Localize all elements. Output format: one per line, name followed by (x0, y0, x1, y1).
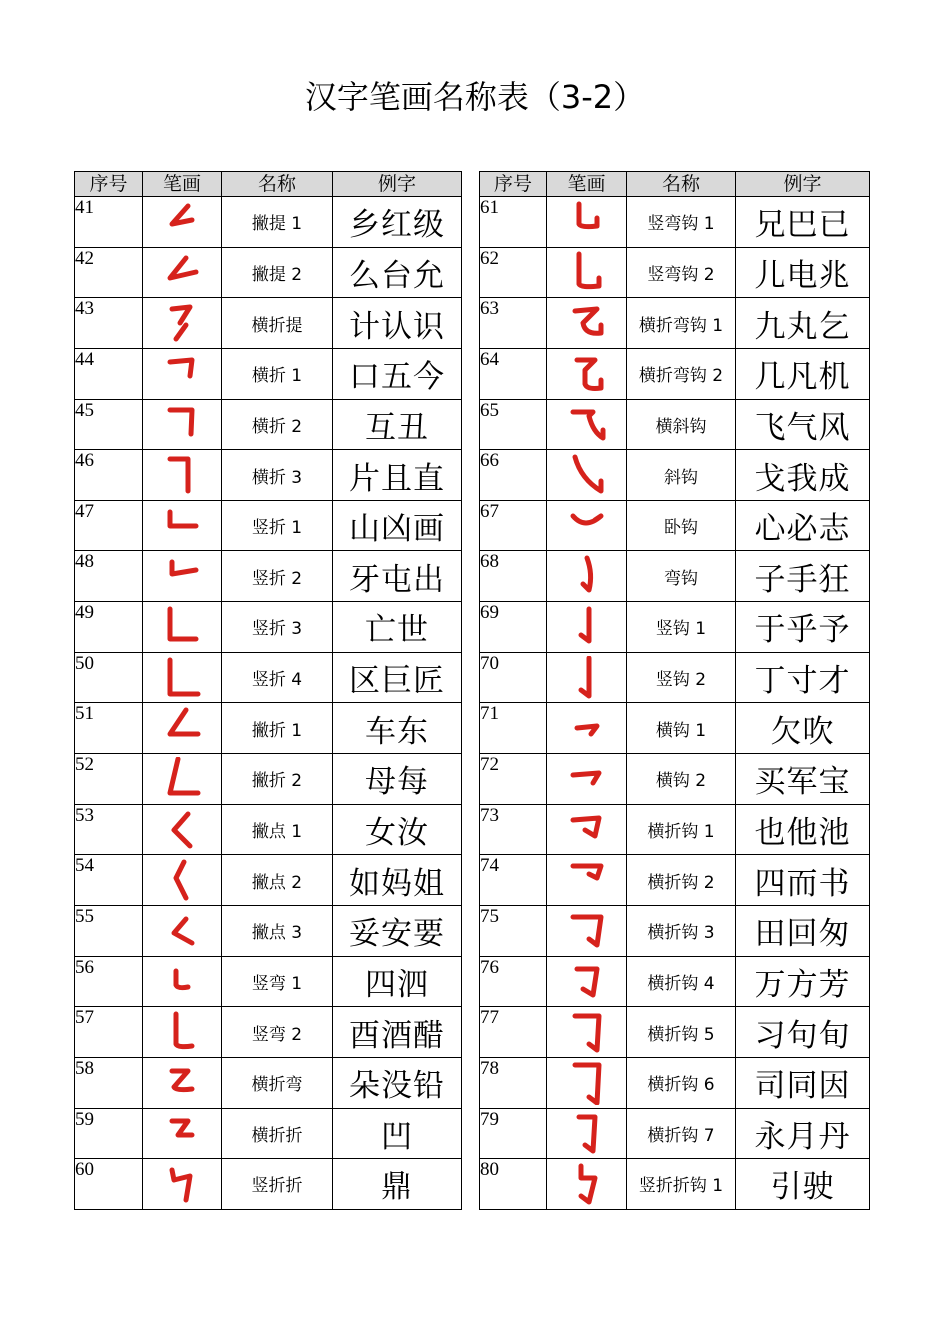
example-characters: 区巨匠 (333, 652, 462, 703)
stroke-heng-gou-short-icon (567, 706, 607, 750)
stroke-name: 撇提 2 (222, 247, 333, 298)
example-characters: 凹 (333, 1108, 462, 1159)
table-row (480, 450, 870, 501)
row-number: 68 (480, 551, 547, 602)
row-number: 58 (75, 1057, 143, 1108)
table-row (75, 602, 462, 653)
stroke-cell (547, 855, 627, 906)
table-header-row (480, 172, 870, 197)
example-characters: 四而书 (736, 855, 870, 906)
stroke-shu-gou-icon (567, 605, 607, 649)
table-row (480, 399, 870, 450)
stroke-wo-gou-icon (567, 504, 607, 548)
stroke-cell (547, 1007, 627, 1058)
row-number: 55 (75, 905, 143, 956)
table-row (480, 754, 870, 805)
example-characters: 司同因 (736, 1057, 870, 1108)
header-name: 名称 (627, 172, 736, 197)
stroke-shu-zhe-short2-icon (162, 554, 202, 598)
example-characters: 兄巴已 (736, 197, 870, 248)
stroke-name: 撇点 1 (222, 804, 333, 855)
stroke-name: 横折 3 (222, 450, 333, 501)
stroke-heng-xie-gou-icon (567, 402, 607, 446)
header-examples: 例字 (333, 172, 462, 197)
stroke-pie-dian-icon (162, 808, 202, 852)
row-number: 77 (480, 1007, 547, 1058)
stroke-name: 横折钩 1 (627, 804, 736, 855)
row-number: 56 (75, 956, 143, 1007)
stroke-pie-zhe-tall-icon (162, 757, 202, 801)
row-number: 69 (480, 602, 547, 653)
stroke-heng-zhe-long-icon (162, 453, 202, 497)
header-name: 名称 (222, 172, 333, 197)
stroke-cell (547, 450, 627, 501)
example-characters: 田回匆 (736, 905, 870, 956)
example-characters: 习句旬 (736, 1007, 870, 1058)
row-number: 80 (480, 1159, 547, 1210)
row-number: 64 (480, 348, 547, 399)
stroke-cell (547, 298, 627, 349)
stroke-name: 横折弯钩 2 (627, 348, 736, 399)
example-characters: 引驶 (736, 1159, 870, 1210)
stroke-name: 斜钩 (627, 450, 736, 501)
row-number: 44 (75, 348, 143, 399)
example-characters: 牙屯出 (333, 551, 462, 602)
row-number: 59 (75, 1108, 143, 1159)
table-row (75, 348, 462, 399)
stroke-cell (547, 652, 627, 703)
stroke-cell (143, 551, 222, 602)
stroke-cell (143, 298, 222, 349)
example-characters: 亡世 (333, 602, 462, 653)
stroke-cell (143, 754, 222, 805)
table-row (75, 500, 462, 551)
stroke-name: 竖折 1 (222, 500, 333, 551)
stroke-name: 横折钩 2 (627, 855, 736, 906)
stroke-heng-zhe-gou-slant-icon (567, 808, 607, 852)
row-number: 72 (480, 754, 547, 805)
table-row (480, 247, 870, 298)
stroke-cell (547, 399, 627, 450)
stroke-heng-zhe-gou-taller-icon (567, 1061, 607, 1105)
stroke-cell (143, 1159, 222, 1210)
example-characters: 妥安要 (333, 905, 462, 956)
stroke-name: 横斜钩 (627, 399, 736, 450)
table-row (480, 703, 870, 754)
stroke-wan-gou-icon (567, 554, 607, 598)
example-characters: 丁寸才 (736, 652, 870, 703)
stroke-cell (143, 905, 222, 956)
example-characters: 永月丹 (736, 1108, 870, 1159)
table-row (480, 1159, 870, 1210)
row-number: 48 (75, 551, 143, 602)
example-characters: 计认识 (333, 298, 462, 349)
stroke-name: 撇点 3 (222, 905, 333, 956)
stroke-cell (547, 1108, 627, 1159)
stroke-name: 撇提 1 (222, 197, 333, 248)
example-characters: 子手狂 (736, 551, 870, 602)
example-characters: 口五今 (333, 348, 462, 399)
table-row (75, 298, 462, 349)
stroke-name: 撇折 1 (222, 703, 333, 754)
stroke-shu-zhe-zhe-gou-icon (567, 1162, 607, 1206)
stroke-name: 横折钩 3 (627, 905, 736, 956)
row-number: 71 (480, 703, 547, 754)
table-row (480, 298, 870, 349)
stroke-cell (547, 1159, 627, 1210)
row-number: 50 (75, 652, 143, 703)
table-row (75, 754, 462, 805)
row-number: 41 (75, 197, 143, 248)
stroke-cell (547, 703, 627, 754)
row-number: 67 (480, 500, 547, 551)
stroke-heng-zhe-zhe-icon (162, 1111, 202, 1155)
stroke-name: 竖折折 (222, 1159, 333, 1210)
stroke-heng-zhe-ti-icon (162, 301, 202, 345)
header-stroke: 笔画 (143, 172, 222, 197)
stroke-cell (143, 1108, 222, 1159)
example-characters: 片且直 (333, 450, 462, 501)
row-number: 61 (480, 197, 547, 248)
stroke-table-right (479, 171, 870, 1210)
stroke-name: 横折钩 6 (627, 1057, 736, 1108)
table-row (75, 247, 462, 298)
example-characters: 九丸乞 (736, 298, 870, 349)
stroke-piezhe-ti-wide-icon (162, 250, 202, 294)
row-number: 70 (480, 652, 547, 703)
table-row (480, 1007, 870, 1058)
table-row (75, 399, 462, 450)
stroke-heng-zhe-gou-narrow-icon (567, 959, 607, 1003)
stroke-cell (547, 956, 627, 1007)
stroke-shu-zhe-tall-icon (162, 656, 202, 700)
stroke-shu-zhe-short-icon (162, 504, 202, 548)
stroke-shu-wan-small-icon (162, 959, 202, 1003)
table-row (75, 1057, 462, 1108)
example-characters: 鼎 (333, 1159, 462, 1210)
table-row (75, 450, 462, 501)
row-number: 63 (480, 298, 547, 349)
table-row (75, 956, 462, 1007)
stroke-name: 横折 1 (222, 348, 333, 399)
stroke-name: 弯钩 (627, 551, 736, 602)
row-number: 51 (75, 703, 143, 754)
example-characters: 互丑 (333, 399, 462, 450)
stroke-pie-dian-small-icon (162, 909, 202, 953)
stroke-cell (143, 247, 222, 298)
row-number: 45 (75, 399, 143, 450)
example-characters: 酉酒醋 (333, 1007, 462, 1058)
table-row (75, 1007, 462, 1058)
stroke-heng-zhe-gou-short-icon (567, 858, 607, 902)
stroke-cell (547, 1057, 627, 1108)
example-characters: 几凡机 (736, 348, 870, 399)
row-number: 53 (75, 804, 143, 855)
stroke-heng-zhe-wan-gou-icon (567, 301, 607, 345)
row-number: 74 (480, 855, 547, 906)
stroke-name: 横折钩 5 (627, 1007, 736, 1058)
table-row (75, 703, 462, 754)
stroke-heng-zhe-gou-tall-icon (567, 1010, 607, 1054)
stroke-name: 横折钩 7 (627, 1108, 736, 1159)
stroke-cell (143, 197, 222, 248)
stroke-name: 竖弯 1 (222, 956, 333, 1007)
stroke-cell (143, 399, 222, 450)
example-characters: 万方芳 (736, 956, 870, 1007)
row-number: 73 (480, 804, 547, 855)
stroke-heng-zhe-short-icon (162, 352, 202, 396)
stroke-pie-zhe-icon (162, 706, 202, 750)
stroke-table-left (74, 171, 462, 1210)
example-characters: 如妈姐 (333, 855, 462, 906)
stroke-name: 横折折 (222, 1108, 333, 1159)
stroke-cell (547, 551, 627, 602)
stroke-cell (547, 754, 627, 805)
stroke-name: 撇点 2 (222, 855, 333, 906)
stroke-name: 竖折 3 (222, 602, 333, 653)
example-characters: 么台允 (333, 247, 462, 298)
table-row (75, 551, 462, 602)
example-characters: 四泗 (333, 956, 462, 1007)
row-number: 52 (75, 754, 143, 805)
row-number: 66 (480, 450, 547, 501)
stroke-heng-zhe-wan-icon (162, 1061, 202, 1105)
stroke-cell (143, 855, 222, 906)
row-number: 79 (480, 1108, 547, 1159)
row-number: 43 (75, 298, 143, 349)
stroke-name: 横钩 2 (627, 754, 736, 805)
table-row (480, 956, 870, 1007)
row-number: 75 (480, 905, 547, 956)
stroke-name: 竖弯 2 (222, 1007, 333, 1058)
stroke-pie-dian-narrow-icon (162, 858, 202, 902)
stroke-name: 竖折 2 (222, 551, 333, 602)
table-row (480, 348, 870, 399)
table-row (75, 1108, 462, 1159)
row-number: 57 (75, 1007, 143, 1058)
row-number: 62 (480, 247, 547, 298)
example-characters: 买军宝 (736, 754, 870, 805)
table-row (75, 855, 462, 906)
stroke-xie-gou-icon (567, 453, 607, 497)
stroke-heng-gou-icon (567, 757, 607, 801)
stroke-shu-wan-icon (162, 1010, 202, 1054)
stroke-name: 撇折 2 (222, 754, 333, 805)
example-characters: 山凶画 (333, 500, 462, 551)
stroke-name: 竖折折钩 1 (627, 1159, 736, 1210)
stroke-cell (547, 348, 627, 399)
stroke-name: 竖钩 1 (627, 602, 736, 653)
stroke-name: 横钩 1 (627, 703, 736, 754)
stroke-shu-wan-gou-icon (567, 200, 607, 244)
row-number: 76 (480, 956, 547, 1007)
stroke-name: 横折提 (222, 298, 333, 349)
stroke-cell (143, 1007, 222, 1058)
header-number: 序号 (480, 172, 547, 197)
stroke-name: 横折 2 (222, 399, 333, 450)
page-title: 汉字笔画名称表（3-2） (304, 78, 646, 116)
stroke-cell (547, 602, 627, 653)
table-row (75, 652, 462, 703)
example-characters: 女汝 (333, 804, 462, 855)
stroke-cell (547, 500, 627, 551)
table-row (75, 197, 462, 248)
example-characters: 朵没铅 (333, 1057, 462, 1108)
table-row (480, 855, 870, 906)
row-number: 47 (75, 500, 143, 551)
table-row (480, 1108, 870, 1159)
row-number: 54 (75, 855, 143, 906)
example-characters: 戈我成 (736, 450, 870, 501)
stroke-cell (547, 247, 627, 298)
stroke-cell (143, 450, 222, 501)
header-examples: 例字 (736, 172, 870, 197)
stroke-name: 卧钩 (627, 500, 736, 551)
stroke-name: 横折弯钩 1 (627, 298, 736, 349)
stroke-cell (547, 804, 627, 855)
stroke-heng-zhe-gou-thin-icon (567, 1111, 607, 1155)
stroke-name: 竖弯钩 1 (627, 197, 736, 248)
stroke-cell (143, 703, 222, 754)
example-characters: 飞气风 (736, 399, 870, 450)
stroke-piezhe-ti-icon (162, 200, 202, 244)
example-characters: 欠吹 (736, 703, 870, 754)
stroke-name: 横折弯 (222, 1057, 333, 1108)
stroke-shu-gou-tall-icon (567, 656, 607, 700)
row-number: 49 (75, 602, 143, 653)
example-characters: 乡红级 (333, 197, 462, 248)
stroke-shu-zhe-zhe-icon (162, 1162, 202, 1206)
header-stroke: 笔画 (547, 172, 627, 197)
table-row (480, 602, 870, 653)
row-number: 60 (75, 1159, 143, 1210)
stroke-name: 横折钩 4 (627, 956, 736, 1007)
stroke-name: 竖弯钩 2 (627, 247, 736, 298)
header-number: 序号 (75, 172, 143, 197)
table-row (480, 551, 870, 602)
example-characters: 儿电兆 (736, 247, 870, 298)
table-header-row (75, 172, 462, 197)
stroke-heng-zhe-wan-gou-tall-icon (567, 352, 607, 396)
example-characters: 也他池 (736, 804, 870, 855)
stroke-cell (143, 500, 222, 551)
row-number: 42 (75, 247, 143, 298)
table-row (480, 652, 870, 703)
table-row (75, 804, 462, 855)
row-number: 46 (75, 450, 143, 501)
table-row (480, 905, 870, 956)
stroke-cell (143, 348, 222, 399)
stroke-cell (547, 905, 627, 956)
stroke-cell (143, 804, 222, 855)
example-characters: 于乎予 (736, 602, 870, 653)
table-row (480, 197, 870, 248)
stroke-cell (143, 1057, 222, 1108)
table-row (75, 1159, 462, 1210)
stroke-heng-zhe-gou-icon (567, 909, 607, 953)
example-characters: 母每 (333, 754, 462, 805)
example-characters: 车东 (333, 703, 462, 754)
stroke-cell (143, 956, 222, 1007)
table-row (75, 905, 462, 956)
table-row (480, 804, 870, 855)
stroke-name: 竖钩 2 (627, 652, 736, 703)
row-number: 78 (480, 1057, 547, 1108)
table-row (480, 1057, 870, 1108)
example-characters: 心必志 (736, 500, 870, 551)
table-row (480, 500, 870, 551)
stroke-heng-zhe-icon (162, 402, 202, 446)
stroke-cell (547, 197, 627, 248)
row-number: 65 (480, 399, 547, 450)
stroke-shu-wan-gou-tall-icon (567, 250, 607, 294)
stroke-cell (143, 602, 222, 653)
stroke-shu-zhe-icon (162, 605, 202, 649)
stroke-name: 竖折 4 (222, 652, 333, 703)
stroke-cell (143, 652, 222, 703)
